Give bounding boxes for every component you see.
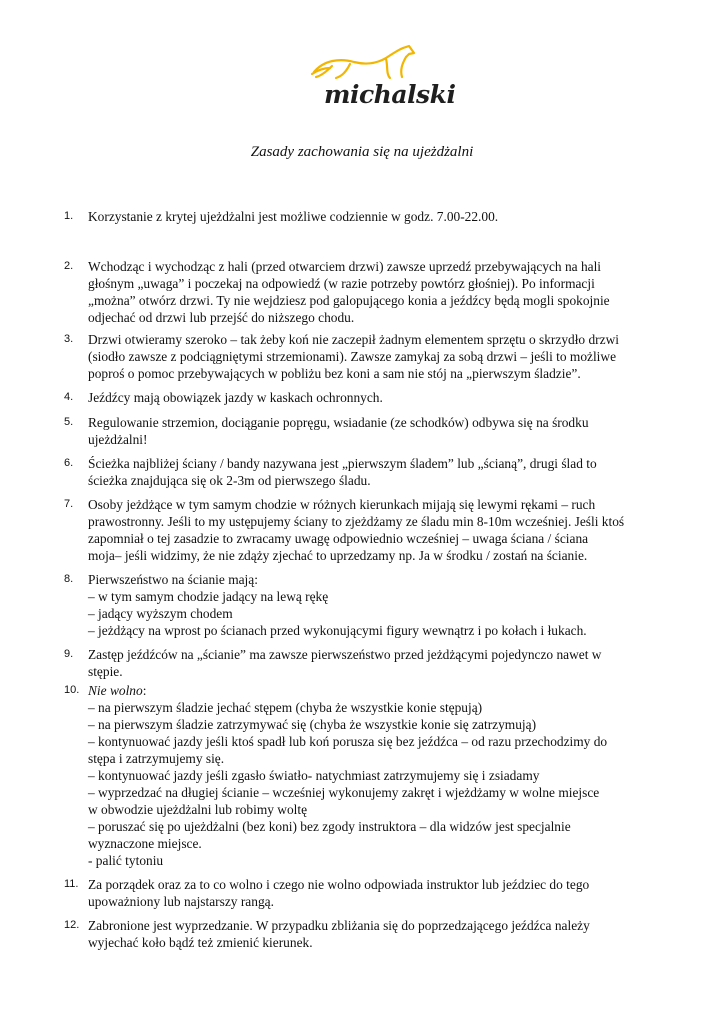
rule-number: 8.	[64, 573, 74, 585]
rule-line: Za porządek oraz za to co wolno i czego nie wolno odpowiada instruktor lub jeździec do tego	[88, 877, 590, 892]
rule-number: 2.	[64, 260, 74, 272]
rule-item	[64, 917, 688, 951]
rule-number: 9.	[64, 648, 74, 660]
rule-line: Regulowanie strzemion, dociąganie popręgu, wsiadanie (ze schodków) odbywa się na środku	[88, 415, 589, 430]
rule-line: Drzwi otwieramy szeroko – tak żeby koń nie zaczepił żadnym elementem sprzętu o skrzydło drzwi	[88, 332, 619, 347]
rule-line: – jeżdżący na wprost po ścianach przed wykonującymi figury wewnątrz i po kołach i łukach.	[88, 623, 587, 638]
rule-line: Jeźdźcy mają obowiązek jazdy w kaskach ochronnych.	[88, 390, 383, 405]
logo-wordmark: michalski	[324, 80, 456, 109]
rule-item	[64, 496, 688, 564]
rule-line: stępie.	[88, 664, 123, 679]
rule-line: Osoby jeżdżące w tym samym chodzie w różnych kierunkach mijają się lewymi rękami – ruch	[88, 497, 596, 512]
rule-line: Korzystanie z krytej ujeżdżalni jest możliwe codziennie w godz. 7.00-22.00.	[88, 209, 499, 224]
rule-item	[64, 646, 688, 680]
rule-line: Zastęp jeźdźców na „ścianie” ma zawsze pierwszeństwo przed jeżdżącymi pojedynczo nawet w	[88, 647, 602, 662]
rule-number: 4.	[64, 391, 74, 403]
rule-item	[64, 682, 688, 869]
rule-item	[64, 455, 688, 489]
rule-item	[64, 414, 688, 448]
rule-line: stępa i zatrzymujemy się.	[88, 751, 225, 766]
rule-number: 12.	[64, 919, 80, 931]
rule-number: 11.	[64, 878, 79, 890]
rule-line: - palić tytoniu	[88, 853, 164, 868]
rule-line: – jadący wyższym chodem	[88, 606, 233, 621]
rule-item	[64, 258, 688, 326]
rule-line: – kontynuować jazdy jeśli zgasło światło- natychmiast zatrzymujemy się i zsiadamy	[88, 768, 540, 783]
rule-line: odjechać od drzwi lub przejść do niższego chodu.	[88, 310, 355, 325]
rule-number: 3.	[64, 333, 74, 345]
rule-item	[64, 876, 688, 910]
rule-line: „można” otwórz drzwi. Ty nie wejdziesz pod galopującego konia a jeźdźcy będą mogli spokojnie	[88, 293, 610, 308]
rule-item	[64, 571, 688, 639]
rule-number: 7.	[64, 498, 74, 510]
rule-line: (siodło zawsze z podciągniętymi strzemionami). Zawsze zamykaj za sobą drzwi – jeśli to możliwe	[88, 349, 617, 364]
rule-line: Pierwszeństwo na ścianie mają:	[88, 572, 258, 587]
rule-line: – poruszać się po ujeżdżalni (bez koni) bez zgody instruktora – dla widzów jest specjalnie	[88, 819, 571, 834]
rule-heading-colon: :	[142, 683, 147, 698]
rule-line: głośnym „uwaga” i poczekaj na odpowiedź (w razie potrzeby powtórz głośniej). Po informacji	[88, 276, 595, 291]
rule-heading-text: Nie wolno	[88, 683, 143, 698]
rule-line: upoważniony lub najstarszy rangą.	[88, 894, 274, 909]
rule-line: – na pierwszym śladzie jechać stępem (chyba że wszystkie konie stępują)	[88, 700, 483, 715]
rule-number: 6.	[64, 457, 74, 469]
rule-line: poproś o pomoc przebywających w pobliżu bez koni a sam nie stój na „pierwszym śladzie”.	[88, 366, 581, 381]
page-title: Zasady zachowania się na ujeżdżalni	[250, 144, 474, 160]
rule-line: wyjechać koło bądź też zmienić kierunek.	[88, 935, 313, 950]
rule-line: w obwodzie ujeżdżalni lub robimy woltę	[88, 802, 308, 817]
rule-item	[64, 331, 688, 382]
rule-number: 10.	[64, 684, 80, 696]
rule-line: – wyprzedzać na długiej ścianie – wcześniej wykonujemy zakręt i wjeżdżamy w wolne miejsce	[88, 785, 600, 800]
rule-item	[64, 208, 688, 225]
rule-line: prawostronny. Jeśli to my ustępujemy ściany to zjeżdżamy ze śladu min 8-10m wcześniej. Jeśli ktoś	[88, 514, 625, 529]
rule-number: 5.	[64, 416, 74, 428]
rule-line: wyznaczone miejsce.	[88, 836, 202, 851]
rule-line: Ścieżka najbliżej ściany / bandy nazywana jest „pierwszym śladem” lub „ścianą”, drugi ślad to	[88, 456, 597, 471]
rule-heading	[88, 682, 688, 699]
rule-line: – kontynuować jazdy jeśli ktoś spadł lub koń porusza się bez jeźdźca – od razu przechodzimy do	[88, 734, 608, 749]
rule-line: – na pierwszym śladzie zatrzymywać się (chyba że wszystkie konie się zatrzymują)	[88, 717, 537, 732]
rule-line: – w tym samym chodzie jadący na lewą rękę	[88, 589, 329, 604]
rule-line: zapomniał o tej zasadzie to zwracamy uwagę odpowiednio wcześniej – uwaga ściana / ściana	[88, 531, 589, 546]
rule-line: Zabronione jest wyprzedzanie. W przypadku zbliżania się do poprzedzającego jeźdźca należy	[88, 918, 590, 933]
rule-line: ścieżka znajdująca się ok 2-3m od pierwszego śladu.	[88, 473, 371, 488]
rule-number: 1.	[64, 210, 74, 222]
rule-line: Wchodząc i wychodząc z hali (przed otwarciem drzwi) zawsze uprzedź przebywających na hali	[88, 259, 602, 274]
rule-line: moja– jeśli widzimy, że nie zdąży zjechać to uprzedzamy np. Ja w środku / zostań na ścianie.	[88, 548, 588, 563]
rule-item	[64, 389, 688, 406]
michalski-logo	[310, 44, 456, 122]
rule-line: ujeżdżalni!	[88, 432, 148, 447]
